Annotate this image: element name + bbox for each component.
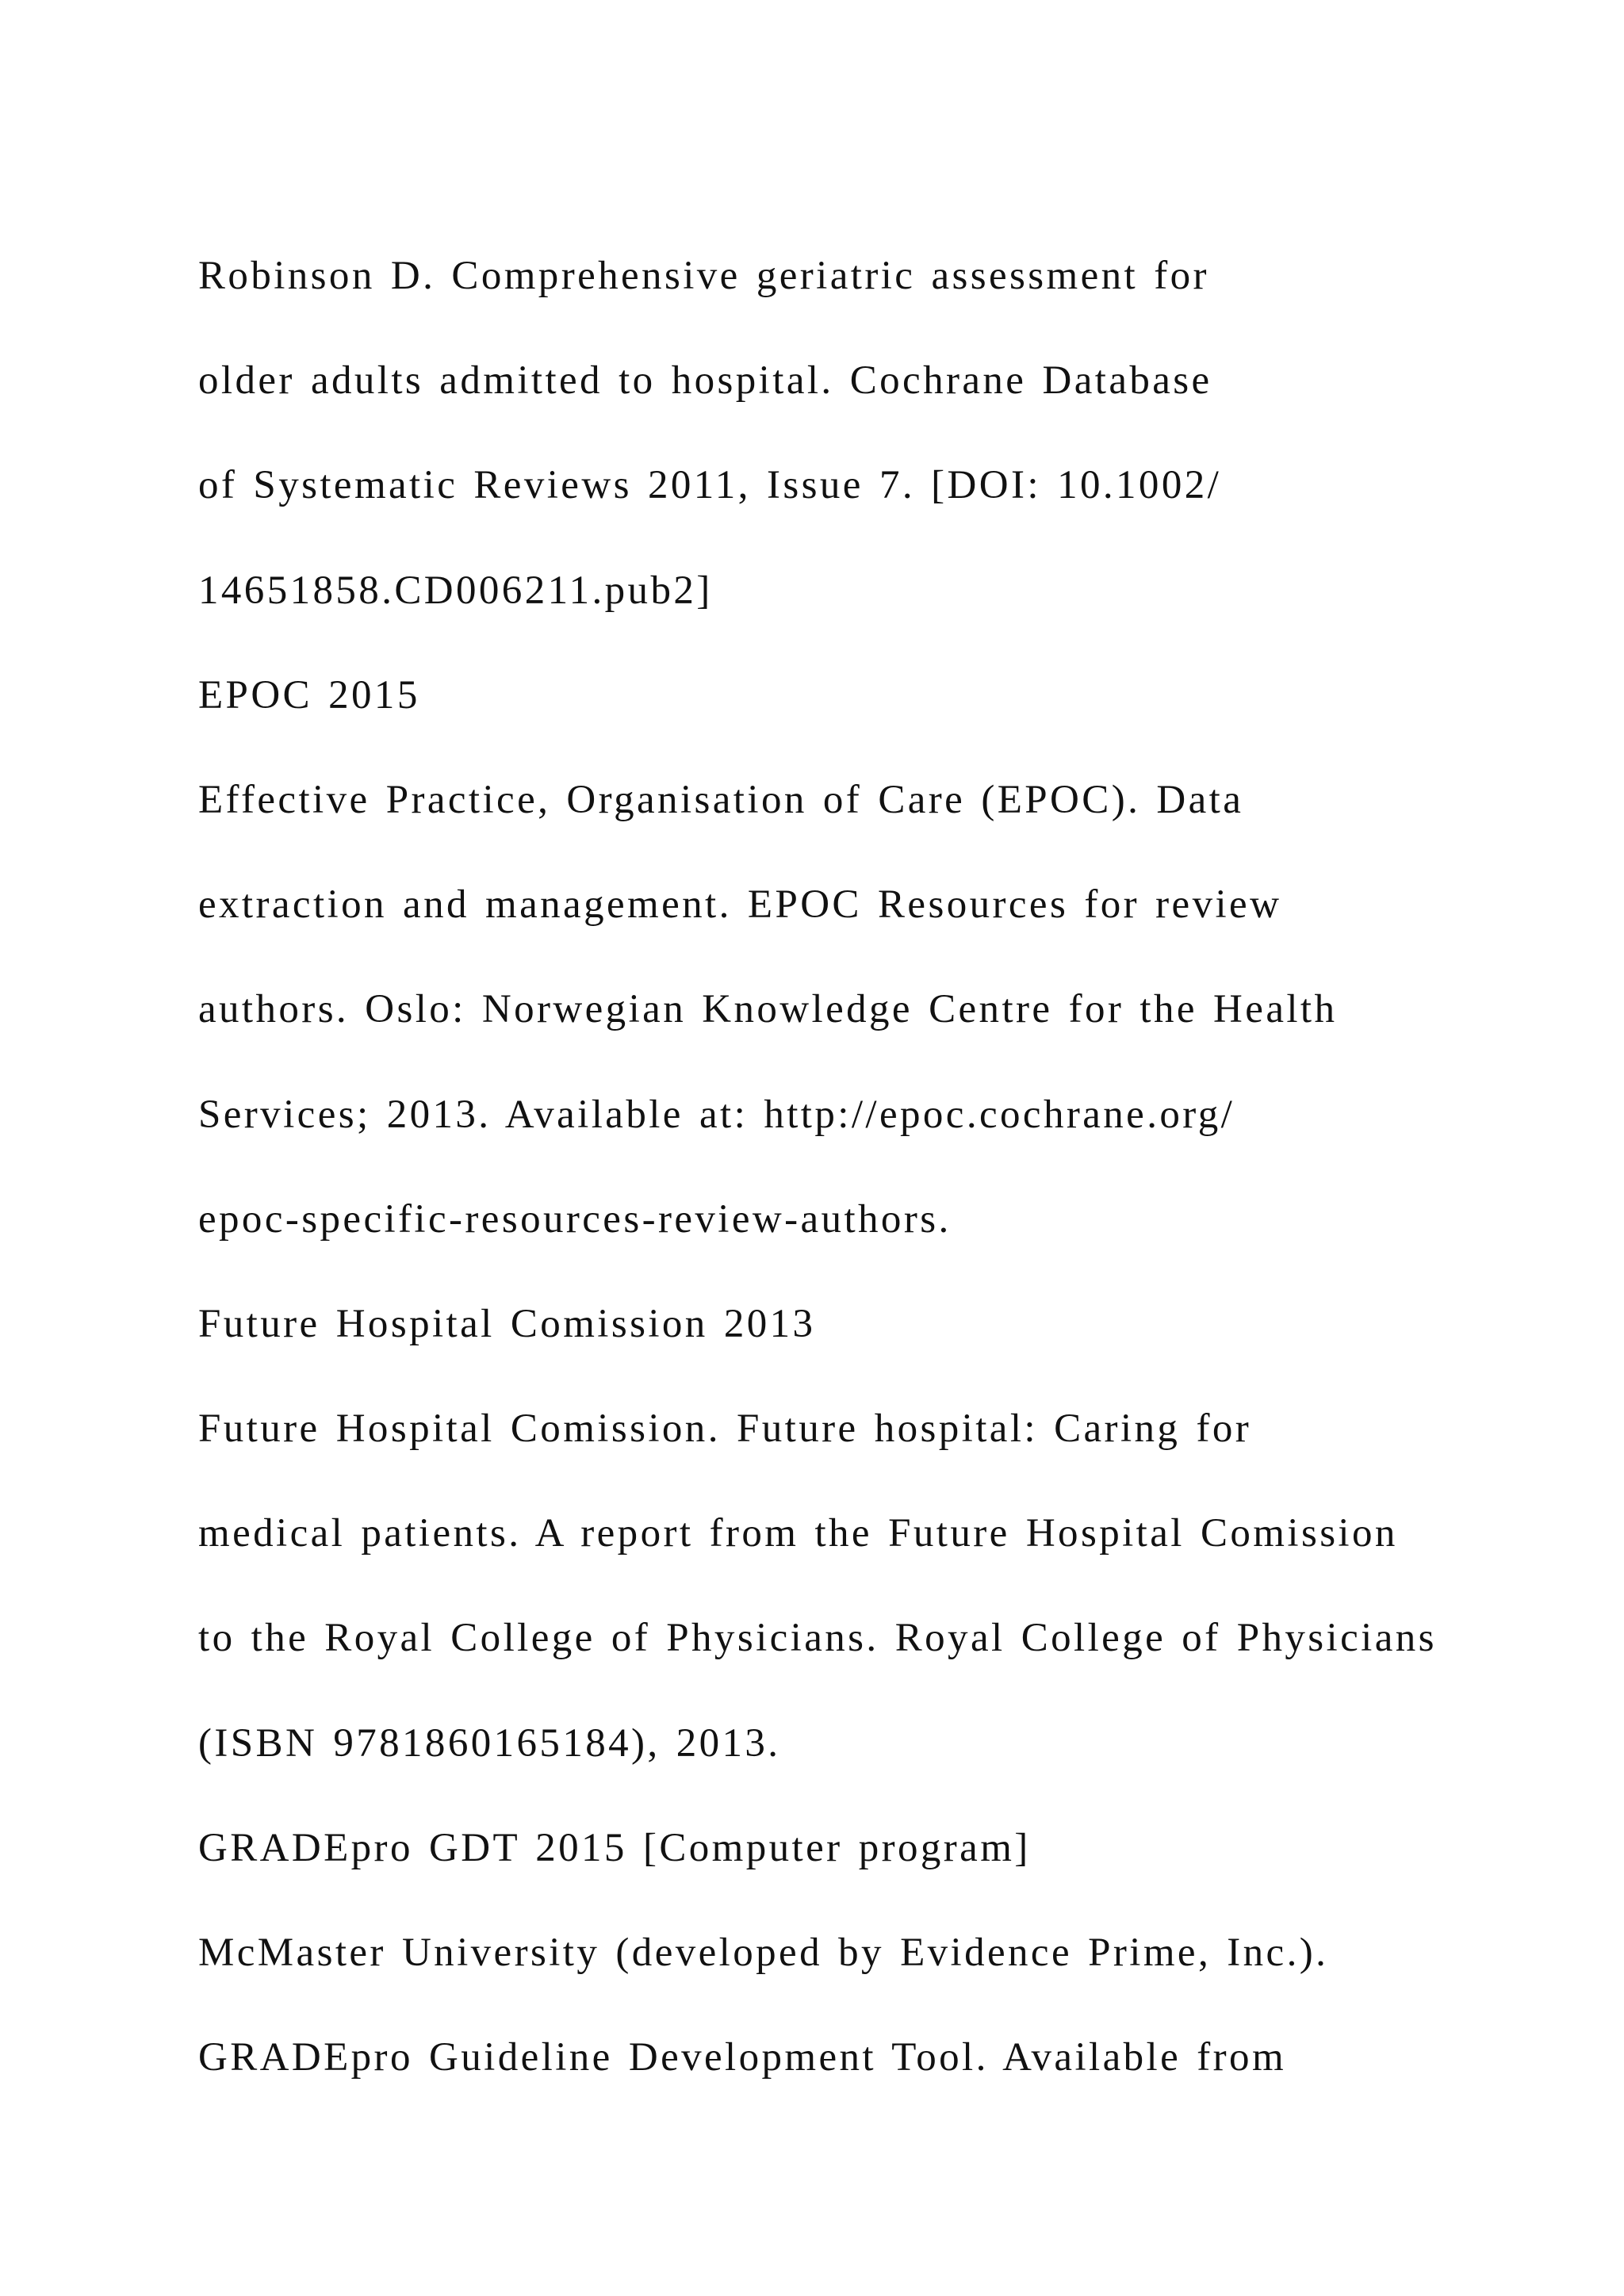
- reference-text-block: [198, 238, 1562, 2124]
- text-line: to the Royal College of Physicians. Royal College of Physicians: [198, 1616, 1437, 1661]
- text-line: Future Hospital Comission. Future hospital: Caring for: [198, 1406, 1252, 1452]
- text-line: extraction and management. EPOC Resources for review: [198, 882, 1282, 928]
- text-line: medical patients. A report from the Future Hospital Comission: [198, 1511, 1398, 1556]
- text-line: Effective Practice, Organisation of Care (EPOC). Data: [198, 777, 1244, 822]
- text-line: Services; 2013. Available at: http://epoc.cochrane.org/: [198, 1092, 1235, 1137]
- text-line: Robinson D. Comprehensive geriatric assessment for: [198, 254, 1209, 298]
- text-line: GRADEpro Guideline Development Tool. Available from: [198, 2035, 1287, 2080]
- text-line: of Systematic Reviews 2011, Issue 7. [DOI: 10.1002/: [198, 463, 1222, 508]
- text-line: (ISBN 9781860165184), 2013.: [198, 1720, 781, 1766]
- text-line: epoc-specific-resources-review-authors.: [198, 1196, 952, 1242]
- reference-heading: GRADEpro GDT 2015 [Computer program]: [198, 1825, 1031, 1870]
- text-line: authors. Oslo: Norwegian Knowledge Centre for the Health: [198, 987, 1338, 1032]
- reference-heading: Future Hospital Comission 2013: [198, 1301, 816, 1346]
- text-line: older adults admitted to hospital. Cochrane Database: [198, 358, 1212, 404]
- text-line: McMaster University (developed by Evidence Prime, Inc.).: [198, 1931, 1329, 1975]
- reference-heading: EPOC 2015: [198, 672, 420, 718]
- text-line: 14651858.CD006211.pub2]: [198, 568, 713, 613]
